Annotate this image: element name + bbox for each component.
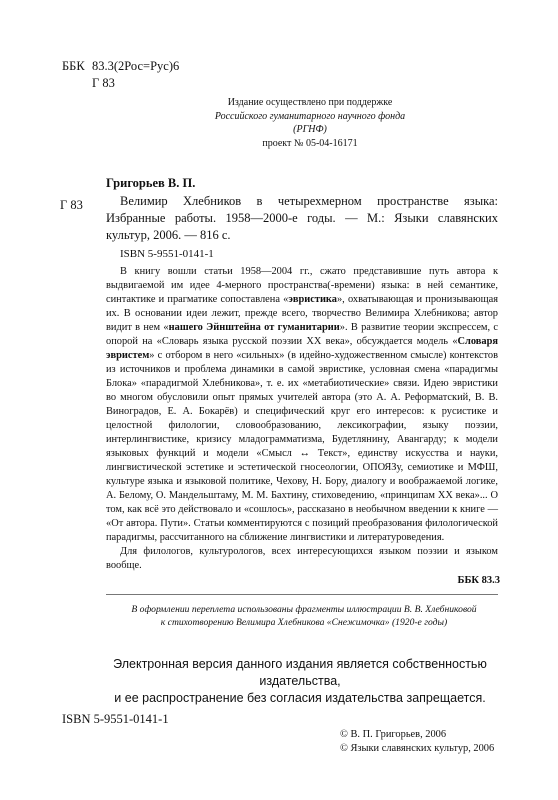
bbk-label: ББК — [62, 59, 85, 73]
abstract-paragraph-2: Для филологов, культурологов, всех интересующихся языком поэзии и языком вообще. — [106, 546, 498, 571]
copyright-block — [340, 728, 494, 756]
illustration-line-1: В оформлении переплета использованы фрагменты иллюстрации В. В. Хлебниковой — [131, 604, 477, 615]
copyright-author: © В. П. Григорьев, 2006 — [340, 729, 447, 740]
abstract-paragraph-1: В книгу вошли статьи 1958—2004 гг., сжато представившие путь автора к выдвигаемой им идее 4-мерного пространства(-времени) языка: в ней семантике, синтактике и прагматике сопоставлена «эвристика», охватывающая и пронизывающая их. В основании идеи лежит, прежде всего, творчество Велимира Хлебникова; автор видит в нем «нашего Эйнштейна от гуманитарии». В развитие теории экспрессем, с опорой на «Словарь языка русской поэзии XX века», обсуждается модель «Словаря эвристем» с отбором в него «сильных» (в идейно-художественном смысле) контекстов из источников и проблема динамики в самой эвристике, условная смена «парадигмы Блока» «парадигмой Хлебникова», т. е. их «метабиотические» связи. Идею эвристики во многом обусловили опыт прямых учителей автора (это А. А. Реформатский, В. В. Виноградов, Е. А. Бокарёв) и специфический круг его интересов: к русистике и целостной филологии, словообразованию, лексикографии, языку поэзии, интерлингвистике, кризису младограмматизма, Будетлянину, Авангарду; к модели языковых функций и модели «Смысл ↔ Текст», единству искусства и науки, лингвистической эстетике и эстетической гносеологии, ОПОЯЗу, семиотике и МФШ, культуре языка и языковой политике, Чехову, Н. Бору, диалогу и воображаемой логике, А. Белому, О. Мандельштаму, М. М. Бахтину, стиховедению, «принципам XX века»... О том, как всё это действовало и «сошлось», рассказано в необычном введении к книге — «От автора. Пути». Статьи комментируются с позиций преобразования филологической парадигмы, рассчитанного на сближение лингвистики и литературоведения. — [106, 266, 499, 543]
bbk-classification — [62, 58, 179, 92]
catalog-title: Велимир Хлебников в четырехмерном пространстве языка: Избранные работы. 1958—2000-е годы. — М.: Языки славянских культур, 2006. — 816 с. — [106, 194, 498, 242]
emphasis-term: эвристика — [288, 294, 337, 305]
cover-illustration-note — [110, 604, 498, 629]
abstract — [106, 265, 498, 573]
funding-project-number: проект № 05-04-16171 — [262, 137, 358, 149]
bbk-code: 83.3(2Рос=Рус)6 — [92, 59, 180, 73]
emphasis-term: нашего Эйнштейна от гуманитарии — [168, 322, 340, 333]
abstract-bbk: ББК 83.3 — [457, 575, 500, 586]
author-sign: Г 83 — [92, 76, 115, 90]
funding-line-1: Издание осуществлено при поддержке — [227, 97, 393, 108]
illustration-line-2: к стихотворению Велимира Хлебникова «Снежимочка» (1920-е годы) — [160, 616, 448, 628]
divider — [106, 594, 498, 595]
catalog-author-mark: Г 83 — [60, 198, 83, 212]
notice-line-1: Электронная версия данного издания является собственностью издательства, — [113, 657, 487, 688]
funding-note — [190, 96, 430, 150]
copyright-publisher: © Языки славянских культур, 2006 — [340, 743, 495, 754]
emphasis-term: Словаря эвристем — [106, 336, 498, 361]
catalog-author: Григорьев В. П. — [106, 176, 196, 190]
footer-isbn: ISBN 5-9551-0141-1 — [62, 712, 169, 726]
funding-line-3: (РГНФ) — [293, 124, 327, 135]
funding-line-2: Российского гуманитарного научного фонда — [214, 110, 406, 122]
notice-line-2: и ее распространение без согласия издательства запрещается. — [114, 691, 486, 705]
catalog-isbn: ISBN 5-9551-0141-1 — [120, 248, 214, 260]
electronic-edition-notice — [80, 656, 520, 707]
